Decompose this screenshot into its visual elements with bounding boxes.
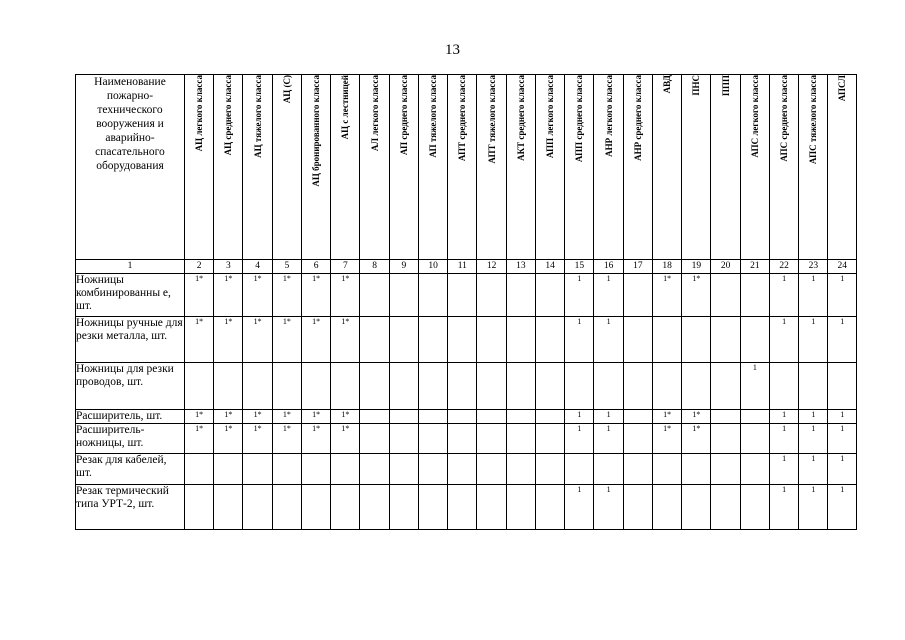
table-cell	[389, 485, 418, 530]
table-cell	[535, 424, 564, 454]
table-cell	[652, 454, 681, 485]
table-row	[76, 363, 857, 410]
table-cell	[682, 363, 711, 410]
column-header	[448, 75, 477, 260]
table-cell	[448, 274, 477, 317]
table-cell	[301, 485, 330, 530]
table-cell	[184, 363, 213, 410]
table-cell	[769, 363, 798, 410]
table-row	[76, 274, 857, 317]
table-cell	[477, 485, 506, 530]
column-header-label: АЛ легкого класса	[369, 75, 380, 152]
column-header	[769, 75, 798, 260]
column-number: 2	[184, 260, 213, 274]
table-cell	[711, 274, 740, 317]
column-header	[214, 75, 243, 260]
row-label: Ножницы комбинированны е, шт.	[76, 274, 185, 317]
table-cell: 1*	[184, 274, 213, 317]
table-cell	[360, 274, 389, 317]
table-cell	[565, 454, 594, 485]
table-cell: 1*	[301, 274, 330, 317]
table-cell: 1*	[214, 424, 243, 454]
column-header	[740, 75, 769, 260]
table-row	[76, 317, 857, 363]
table-cell	[506, 317, 535, 363]
table-cell	[418, 317, 447, 363]
table-cell: 1*	[682, 424, 711, 454]
column-number: 20	[711, 260, 740, 274]
table-cell	[740, 485, 769, 530]
table-cell: 1*	[652, 424, 681, 454]
table-cell	[506, 274, 535, 317]
column-header	[711, 75, 740, 260]
table-cell	[682, 485, 711, 530]
table-cell	[652, 317, 681, 363]
table-cell	[535, 317, 564, 363]
column-number: 8	[360, 260, 389, 274]
table-cell	[272, 454, 301, 485]
table-cell: 1*	[272, 274, 301, 317]
column-header	[272, 75, 301, 260]
table-cell: 1*	[243, 317, 272, 363]
table-cell	[389, 317, 418, 363]
table-cell: 1	[828, 424, 857, 454]
table-cell	[448, 454, 477, 485]
table-cell	[418, 363, 447, 410]
column-number: 7	[331, 260, 360, 274]
table-cell	[477, 424, 506, 454]
table-cell: 1	[828, 485, 857, 530]
table-cell	[828, 363, 857, 410]
column-number: 10	[418, 260, 447, 274]
table-cell	[535, 485, 564, 530]
table-cell	[184, 485, 213, 530]
equipment-table	[75, 74, 857, 530]
column-header-label: АКТ среднего класса	[515, 75, 526, 161]
table-cell: 1*	[214, 317, 243, 363]
table-cell	[360, 485, 389, 530]
table-cell	[506, 424, 535, 454]
table-cell	[506, 485, 535, 530]
table-cell: 1	[594, 485, 623, 530]
table-cell: 1*	[301, 424, 330, 454]
table-cell: 1*	[243, 424, 272, 454]
page-number: 13	[445, 42, 460, 58]
column-number: 19	[682, 260, 711, 274]
table-cell	[682, 454, 711, 485]
column-header-label: АЦ бронированного класса	[311, 75, 322, 187]
table-cell: 1	[799, 274, 828, 317]
table-cell: 1	[769, 274, 798, 317]
column-number: 14	[535, 260, 564, 274]
table-cell	[272, 485, 301, 530]
table-cell	[711, 424, 740, 454]
table-cell: 1	[565, 317, 594, 363]
column-number: 15	[565, 260, 594, 274]
column-header-label: ПНС	[691, 75, 702, 96]
column-header-label: АПС среднего класса	[779, 75, 790, 162]
table-cell	[360, 454, 389, 485]
table-cell: 1	[769, 485, 798, 530]
table-cell	[360, 424, 389, 454]
table-cell	[360, 410, 389, 424]
table-cell	[477, 363, 506, 410]
column-header-label: АП среднего класса	[398, 75, 409, 156]
column-header	[799, 75, 828, 260]
table-cell	[448, 363, 477, 410]
column-header-label: ППП	[720, 75, 731, 97]
column-header-label: АЦ среднего класса	[223, 75, 234, 156]
table-cell	[418, 274, 447, 317]
table-cell	[506, 410, 535, 424]
table-cell: 1*	[331, 410, 360, 424]
table-cell: 1*	[301, 317, 330, 363]
row-label: Расширитель-ножницы, шт.	[76, 424, 185, 454]
column-number: 5	[272, 260, 301, 274]
column-header	[360, 75, 389, 260]
column-header-label: АЦ (С)	[281, 75, 292, 104]
table-cell: 1	[769, 454, 798, 485]
table-cell: 1	[565, 410, 594, 424]
table-cell: 1*	[272, 317, 301, 363]
column-header	[477, 75, 506, 260]
column-number: 18	[652, 260, 681, 274]
table-cell: 1	[565, 424, 594, 454]
table-cell	[711, 317, 740, 363]
table-cell	[301, 454, 330, 485]
table-cell	[535, 274, 564, 317]
column-header-label: АПТ среднего класса	[457, 75, 468, 162]
table-row	[76, 424, 857, 454]
table-cell	[535, 410, 564, 424]
table-cell: 1*	[331, 424, 360, 454]
column-header-label: АНР среднего класса	[632, 75, 643, 161]
table-cell	[535, 454, 564, 485]
table-cell	[448, 485, 477, 530]
table-cell	[623, 424, 652, 454]
column-header-label: АПС легкого класса	[749, 75, 760, 158]
table-cell	[565, 363, 594, 410]
table-cell	[623, 485, 652, 530]
table-cell: 1*	[682, 410, 711, 424]
table-cell	[506, 454, 535, 485]
column-number: 6	[301, 260, 330, 274]
column-header-label: АПС тяжелого класса	[808, 75, 819, 165]
column-number: 13	[506, 260, 535, 274]
table-cell: 1	[799, 485, 828, 530]
table-cell: 1*	[184, 317, 213, 363]
table-cell: 1*	[272, 424, 301, 454]
table-cell	[448, 410, 477, 424]
column-header-label: АПСЛ	[837, 75, 848, 102]
table-cell	[184, 454, 213, 485]
table-cell: 1	[799, 410, 828, 424]
table-cell	[711, 454, 740, 485]
column-header	[301, 75, 330, 260]
table-cell	[799, 363, 828, 410]
column-header-row	[76, 75, 857, 260]
table-row	[76, 410, 857, 424]
table-cell	[448, 424, 477, 454]
table-cell: 1	[828, 454, 857, 485]
table-cell: 1	[799, 454, 828, 485]
table-cell: 1	[769, 410, 798, 424]
table-cell: 1*	[243, 410, 272, 424]
table-cell	[623, 454, 652, 485]
table-cell	[711, 410, 740, 424]
table-cell	[214, 363, 243, 410]
column-header	[506, 75, 535, 260]
table-cell	[682, 317, 711, 363]
table-cell	[418, 410, 447, 424]
row-label: Резак термический типа УРТ-2, шт.	[76, 485, 185, 530]
table-cell: 1*	[243, 274, 272, 317]
column-header-label: АЦ тяжелого класса	[252, 75, 263, 158]
table-cell	[623, 274, 652, 317]
table-cell: 1	[740, 363, 769, 410]
table-cell: 1	[799, 424, 828, 454]
table-cell	[214, 485, 243, 530]
table-cell	[623, 363, 652, 410]
column-header	[623, 75, 652, 260]
table-cell	[331, 454, 360, 485]
table-cell	[389, 410, 418, 424]
table-cell: 1	[565, 274, 594, 317]
column-header-label: АПП среднего класса	[574, 75, 585, 163]
column-header-label: АПТ тяжелого класса	[486, 75, 497, 164]
table-cell: 1	[828, 317, 857, 363]
table-cell: 1	[594, 410, 623, 424]
column-header	[243, 75, 272, 260]
column-number: 12	[477, 260, 506, 274]
table-cell	[418, 454, 447, 485]
table-cell	[477, 317, 506, 363]
table-cell	[623, 317, 652, 363]
table-cell	[477, 274, 506, 317]
column-number: 16	[594, 260, 623, 274]
column-header	[535, 75, 564, 260]
table-cell	[389, 424, 418, 454]
table-cell	[477, 410, 506, 424]
table-cell: 1*	[184, 424, 213, 454]
column-number: 9	[389, 260, 418, 274]
column-header	[418, 75, 447, 260]
column-header-label: АЦ легкого класса	[194, 75, 205, 152]
table-cell: 1	[594, 424, 623, 454]
table-cell: 1*	[214, 274, 243, 317]
column-header	[565, 75, 594, 260]
column-header-label: АВД	[662, 75, 673, 94]
table-cell: 1*	[682, 274, 711, 317]
column-header-label: АНР легкого класса	[603, 75, 614, 157]
column-header	[184, 75, 213, 260]
row-label: Расширитель, шт.	[76, 410, 185, 424]
column-number: 4	[243, 260, 272, 274]
column-number: 24	[828, 260, 857, 274]
table-cell: 1	[769, 317, 798, 363]
column-number: 3	[214, 260, 243, 274]
column-number: 23	[799, 260, 828, 274]
table-cell	[448, 317, 477, 363]
table-cell: 1	[769, 424, 798, 454]
table-cell	[477, 454, 506, 485]
table-cell	[389, 454, 418, 485]
table-cell	[506, 363, 535, 410]
column-header-label: АП тяжелого класса	[428, 75, 439, 158]
column-header	[828, 75, 857, 260]
table-cell: 1*	[652, 410, 681, 424]
column-header	[682, 75, 711, 260]
table-cell: 1*	[272, 410, 301, 424]
table-cell	[418, 424, 447, 454]
table-cell	[623, 410, 652, 424]
column-header	[389, 75, 418, 260]
table-cell	[389, 363, 418, 410]
table-cell	[594, 363, 623, 410]
column-number: 11	[448, 260, 477, 274]
table-cell	[652, 485, 681, 530]
table-cell	[535, 363, 564, 410]
table-cell	[389, 274, 418, 317]
table-cell	[594, 454, 623, 485]
table-cell	[214, 454, 243, 485]
row-label: Резак для кабелей, шт.	[76, 454, 185, 485]
table-cell	[740, 317, 769, 363]
table-cell	[301, 363, 330, 410]
table-cell	[272, 363, 301, 410]
table-cell	[740, 424, 769, 454]
table-cell	[711, 363, 740, 410]
column-header	[594, 75, 623, 260]
table-cell	[418, 485, 447, 530]
table-cell: 1	[799, 317, 828, 363]
table-cell	[243, 485, 272, 530]
table-cell	[740, 454, 769, 485]
table-cell: 1	[565, 485, 594, 530]
table-cell: 1*	[184, 410, 213, 424]
table-cell	[243, 454, 272, 485]
column-header-label: АЦ с лестницей	[340, 75, 351, 140]
column-header	[331, 75, 360, 260]
table-cell	[360, 317, 389, 363]
column-header-label: АПП легкого класса	[545, 75, 556, 159]
table-row	[76, 454, 857, 485]
column-header	[652, 75, 681, 260]
table-cell: 1*	[652, 274, 681, 317]
table-cell	[711, 485, 740, 530]
table-cell: 1	[594, 274, 623, 317]
column-number: 21	[740, 260, 769, 274]
table-cell: 1	[594, 317, 623, 363]
column-number: 1	[76, 260, 185, 274]
table-cell: 1*	[301, 410, 330, 424]
table-cell: 1*	[331, 274, 360, 317]
table-cell: 1*	[214, 410, 243, 424]
row-label: Ножницы ручные для резки металла, шт.	[76, 317, 185, 363]
table-cell: 1	[828, 410, 857, 424]
column-number-row	[76, 260, 857, 274]
table-cell	[740, 274, 769, 317]
name-column-header: Наименование пожарно-технического вооружения и аварийно-спасательного оборудования	[76, 75, 185, 260]
table-cell	[652, 363, 681, 410]
table-cell	[331, 363, 360, 410]
table-cell: 1*	[331, 317, 360, 363]
table-row	[76, 485, 857, 530]
column-number: 17	[623, 260, 652, 274]
table-cell	[360, 363, 389, 410]
table-cell	[331, 485, 360, 530]
column-number: 22	[769, 260, 798, 274]
table-cell	[740, 410, 769, 424]
table-cell: 1	[828, 274, 857, 317]
table-cell	[243, 363, 272, 410]
row-label: Ножницы для резки проводов, шт.	[76, 363, 185, 410]
